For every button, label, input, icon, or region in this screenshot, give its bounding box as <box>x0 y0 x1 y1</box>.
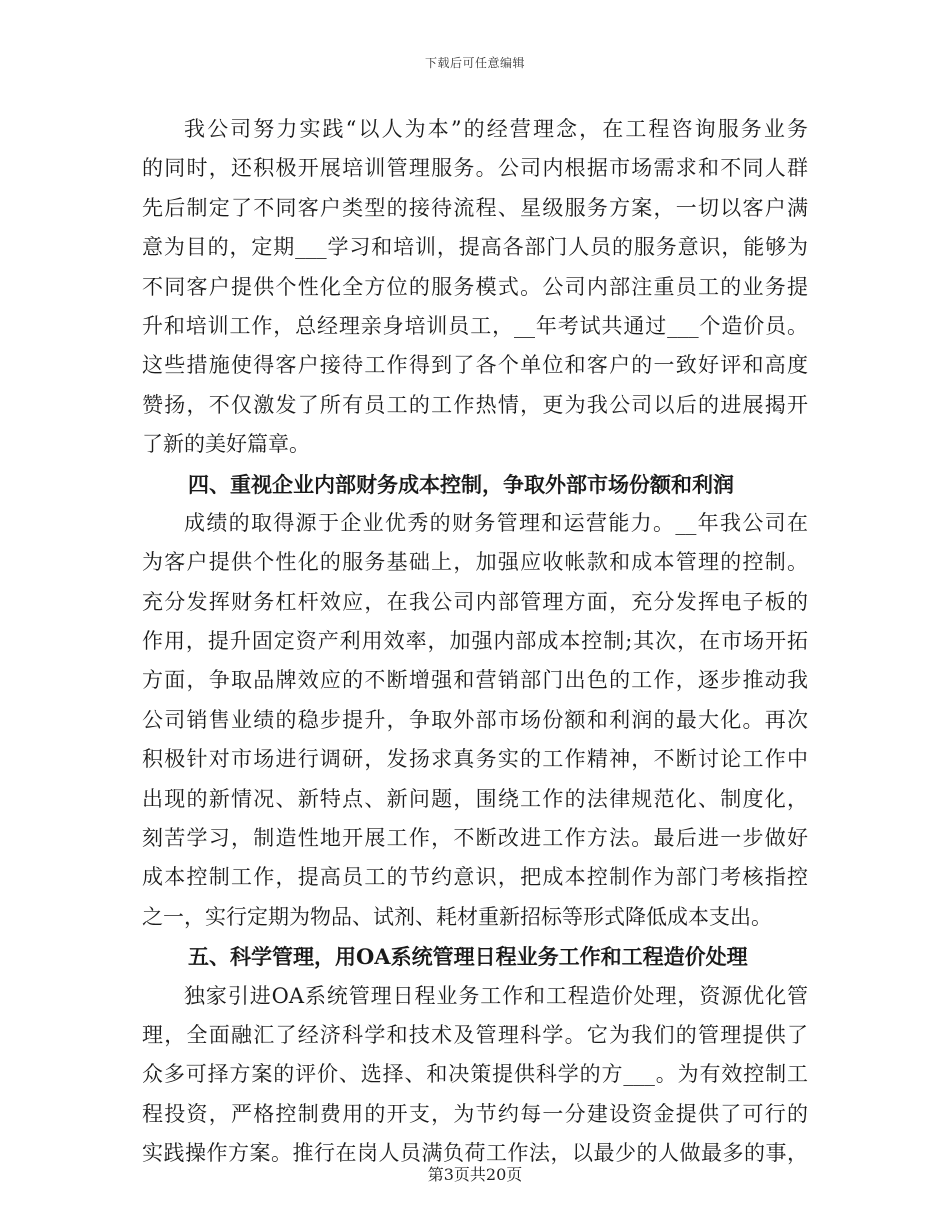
page-number: 第3页共20页 <box>427 1165 523 1184</box>
section-heading-5: 五、科学管理，用OA系统管理日程业务工作和工程造价处理 <box>188 944 748 970</box>
text-line: 独家引进OA系统管理日程业务工作和工程造价处理，资源优化管 <box>184 983 808 1008</box>
text-line: 理，全面融汇了经济科学和技术及管理科学。它为我们的管理提供了 <box>142 1022 808 1047</box>
document-body <box>142 110 808 1174</box>
text-line: 意为目的，定期___学习和培训，提高各部门人员的服务意识，能够为 <box>142 235 808 260</box>
text-line: 程投资，严格控制费用的开支，为节约每一分建设资金提供了可行的 <box>142 1101 808 1126</box>
text-line: 之一，实行定期为物品、试剂、耗材重新招标等形式降低成本支出。 <box>142 904 772 929</box>
text-line: 的同时，还积极开展培训管理服务。公司内根据市场需求和不同人群 <box>142 156 808 181</box>
text-line: 先后制定了不同客户类型的接待流程、星级服务方案，一切以客户满 <box>142 195 808 220</box>
section-heading-4: 四、重视企业内部财务成本控制，争取外部市场份额和利润 <box>188 471 734 497</box>
paragraph-3 <box>142 977 808 1174</box>
text-line: 方面，争取品牌效应的不断增强和营销部门出色的工作，逐步推动我 <box>142 668 808 693</box>
text-line: 充分发挥财务杠杆效应，在我公司内部管理方面，充分发挥电子板的 <box>142 589 808 614</box>
text-line: 公司销售业绩的稳步提升，争取外部市场份额和利润的最大化。再次 <box>142 707 808 732</box>
text-line: 升和培训工作，总经理亲身培训员工，__年考试共通过___个造价员。 <box>142 313 808 338</box>
paragraph-2 <box>142 504 808 937</box>
text-line: 不同客户提供个性化全方位的服务模式。公司内部注重员工的业务提 <box>142 274 808 299</box>
text-line: 这些措施使得客户接待工作得到了各个单位和客户的一致好评和高度 <box>142 353 808 378</box>
text-line: 出现的新情况、新特点、新问题，围绕工作的法律规范化、制度化， <box>142 786 808 811</box>
text-line: 实践操作方案。推行在岗人员满负荷工作法，以最少的人做最多的事， <box>142 1141 808 1166</box>
paragraph-1 <box>142 110 808 465</box>
text-line: 为客户提供个性化的服务基础上，加强应收帐款和成本管理的控制。 <box>142 550 808 575</box>
text-line: 我公司努力实践“以人为本”的经营理念，在工程咨询服务业务 <box>184 117 808 141</box>
text-line: 刻苦学习，制造性地开展工作，不断改进工作方法。最后进一步做好 <box>142 826 808 851</box>
text-line: 赞扬，不仅激发了所有员工的工作热情，更为我公司以后的进展揭开 <box>142 392 808 417</box>
text-line: 作用，提升固定资产利用效率，加强内部成本控制;其次，在市场开拓 <box>142 629 808 654</box>
text-line: 成本控制工作，提高员工的节约意识，把成本控制作为部门考核指控 <box>142 865 808 890</box>
text-line: 成绩的取得源于企业优秀的财务管理和运营能力。__年我公司在 <box>184 510 808 535</box>
text-line: 了新的美好篇章。 <box>142 432 310 457</box>
text-line: 众多可择方案的评价、选择、和决策提供科学的方___。为有效控制工 <box>142 1062 808 1087</box>
text-line: 积极针对市场进行调研，发扬求真务实的工作精神，不断讨论工作中 <box>142 747 808 772</box>
header-note: 下载后可任意编辑 <box>424 56 525 70</box>
